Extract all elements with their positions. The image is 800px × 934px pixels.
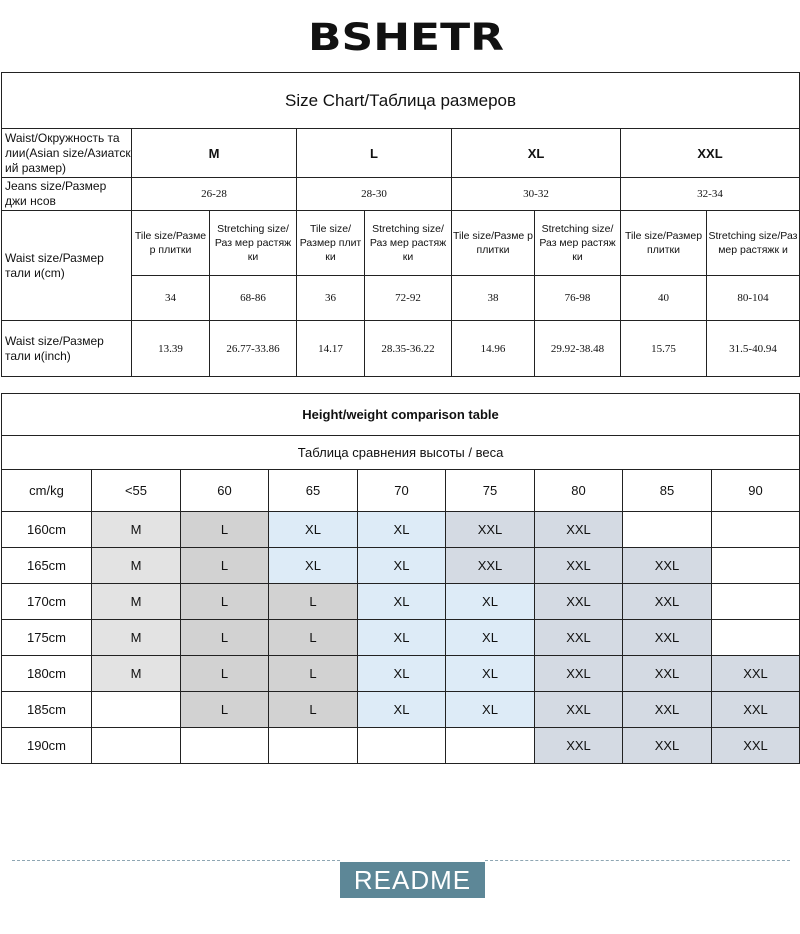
size-cell: XXL [446, 512, 535, 548]
tile-size-label: Tile size/Размер плит ки [297, 211, 365, 276]
size-cell: XXL [623, 728, 712, 764]
size-cell: XXL [535, 548, 623, 584]
cm-tile-value: 38 [452, 276, 535, 321]
weight-header-row [2, 470, 800, 512]
size-cell: L [269, 692, 358, 728]
corner-label: cm/kg [2, 470, 92, 512]
height-row [2, 584, 800, 620]
height-row [2, 692, 800, 728]
weight-header: 85 [623, 470, 712, 512]
size-cell: XXL [623, 620, 712, 656]
size-cell: L [181, 512, 269, 548]
weight-header: 70 [358, 470, 446, 512]
brand-logo-text: BSHETR [308, 16, 504, 59]
size-cell: XXL [712, 692, 800, 728]
tile-size-label: Tile size/Разме р плитки [132, 211, 210, 276]
height-label: 180cm [2, 656, 92, 692]
size-cell: M [92, 656, 181, 692]
size-cell: L [269, 620, 358, 656]
divider-left [12, 860, 340, 861]
size-cell [92, 728, 181, 764]
size-cell: XL [269, 548, 358, 584]
cm-stretch-value: 68-86 [210, 276, 297, 321]
size-cell: L [181, 548, 269, 584]
cm-tile-value: 36 [297, 276, 365, 321]
size-cell: XL [358, 656, 446, 692]
readme-label: README [340, 862, 485, 898]
size-cell: XXL [535, 656, 623, 692]
size-cell: L [181, 584, 269, 620]
cm-stretch-value: 72-92 [365, 276, 452, 321]
height-row [2, 548, 800, 584]
size-cell: XXL [623, 692, 712, 728]
hw-table-title: Height/weight comparison table [2, 394, 800, 436]
size-m-header: M [132, 129, 297, 178]
size-cell [712, 548, 800, 584]
height-row [2, 728, 800, 764]
size-cell [623, 512, 712, 548]
stretch-size-label: Stretching size/Раз мер растяж ки [210, 211, 297, 276]
size-cell: L [181, 656, 269, 692]
size-cell: XL [358, 512, 446, 548]
size-cell: L [269, 656, 358, 692]
size-cell: XL [358, 584, 446, 620]
weight-header: 80 [535, 470, 623, 512]
jeans-value: 32-34 [621, 178, 800, 211]
size-xxl-header: XXL [621, 129, 800, 178]
weight-header: 90 [712, 470, 800, 512]
height-label: 160cm [2, 512, 92, 548]
weight-header: 65 [269, 470, 358, 512]
tile-size-label: Tile size/Разме р плитки [452, 211, 535, 276]
jeans-value: 28-30 [297, 178, 452, 211]
size-cell: XL [358, 692, 446, 728]
size-cell: XXL [623, 656, 712, 692]
size-cell [358, 728, 446, 764]
stretch-size-label: Stretching size/Раз мер растяж ки [535, 211, 621, 276]
inch-tile-value: 14.17 [297, 321, 365, 377]
stretch-size-label: Stretching size/Раз мер растяж ки [365, 211, 452, 276]
cm-tile-value: 40 [621, 276, 707, 321]
size-cell: XXL [623, 548, 712, 584]
size-cell: XXL [623, 584, 712, 620]
size-cell [712, 584, 800, 620]
size-cell [181, 728, 269, 764]
brand-logo [0, 14, 800, 60]
height-weight-table [1, 393, 800, 764]
height-label: 190cm [2, 728, 92, 764]
height-row [2, 512, 800, 548]
waist-inch-header: Waist size/Размер тали и(inch) [2, 321, 132, 377]
size-cell: L [181, 692, 269, 728]
size-xl-header: XL [452, 129, 621, 178]
inch-stretch-value: 28.35-36.22 [365, 321, 452, 377]
size-cell: XXL [535, 620, 623, 656]
size-cell: XXL [446, 548, 535, 584]
cm-stretch-value: 80-104 [707, 276, 800, 321]
height-label: 185cm [2, 692, 92, 728]
size-cell: XXL [535, 584, 623, 620]
size-l-header: L [297, 129, 452, 178]
size-cell [446, 728, 535, 764]
size-cell: L [269, 584, 358, 620]
weight-header: 75 [446, 470, 535, 512]
inch-tile-value: 14.96 [452, 321, 535, 377]
inch-stretch-value: 31.5-40.94 [707, 321, 800, 377]
size-cell: XXL [535, 728, 623, 764]
size-cell: XL [446, 656, 535, 692]
size-cell: XXL [535, 692, 623, 728]
inch-tile-value: 13.39 [132, 321, 210, 377]
size-cell: XL [358, 620, 446, 656]
size-cell: XXL [712, 728, 800, 764]
inch-stretch-value: 29.92-38.48 [535, 321, 621, 377]
jeans-size-header: Jeans size/Размер джи нсов [2, 178, 132, 211]
hw-table-title-ru: Таблица сравнения высоты / веса [2, 436, 800, 470]
jeans-value: 26-28 [132, 178, 297, 211]
size-cell: XL [358, 548, 446, 584]
size-cell: XL [446, 584, 535, 620]
waist-asian-header: Waist/Окружность та лии(Asian size/Азиатск ий размер) [2, 129, 132, 178]
waist-cm-header: Waist size/Размер тали и(cm) [2, 211, 132, 321]
size-cell [712, 512, 800, 548]
weight-header: 60 [181, 470, 269, 512]
size-cell: M [92, 512, 181, 548]
size-cell [92, 692, 181, 728]
size-cell: XL [269, 512, 358, 548]
size-cell [712, 620, 800, 656]
size-cell: XL [446, 620, 535, 656]
tile-size-label: Tile size/Размер плитки [621, 211, 707, 276]
inch-stretch-value: 26.77-33.86 [210, 321, 297, 377]
size-cell [269, 728, 358, 764]
size-cell: M [92, 548, 181, 584]
size-cell: XXL [712, 656, 800, 692]
size-cell: L [181, 620, 269, 656]
weight-header: <55 [92, 470, 181, 512]
height-label: 170cm [2, 584, 92, 620]
inch-tile-value: 15.75 [621, 321, 707, 377]
height-row [2, 620, 800, 656]
size-cell: XL [446, 692, 535, 728]
height-row [2, 656, 800, 692]
divider-right [485, 860, 790, 861]
cm-tile-value: 34 [132, 276, 210, 321]
size-chart-table [1, 72, 800, 377]
size-cell: M [92, 584, 181, 620]
cm-stretch-value: 76-98 [535, 276, 621, 321]
size-cell: XXL [535, 512, 623, 548]
height-label: 165cm [2, 548, 92, 584]
height-label: 175cm [2, 620, 92, 656]
stretch-size-label: Stretching size/Раз мер растяжк и [707, 211, 800, 276]
size-cell: M [92, 620, 181, 656]
jeans-value: 30-32 [452, 178, 621, 211]
size-chart-title: Size Chart/Таблица размеров [2, 73, 800, 129]
